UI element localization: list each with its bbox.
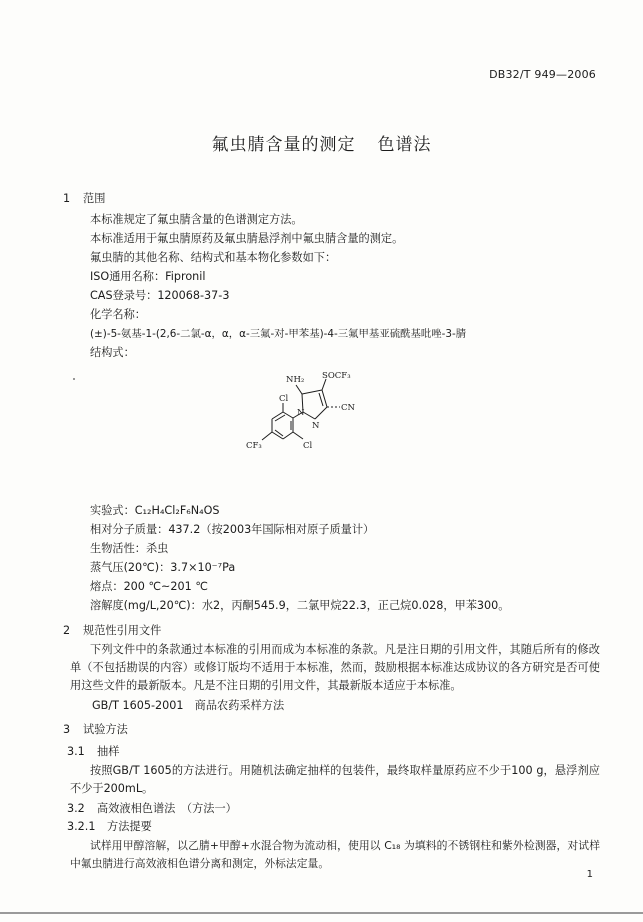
section3-2-1-heading: 3.2.1 方法提要 <box>67 820 152 833</box>
fipronil-structure-diagram <box>230 370 400 470</box>
section2-heading: 2 规范性引用文件 <box>63 624 162 637</box>
section3-1-paragraph: 按照GB/T 1605的方法进行。用随机法确定抽样的包装件，最终取样量原药应不少于100 g，悬浮剂应不少于200mL。 <box>70 764 600 795</box>
section3-1-heading: 3.1 抽样 <box>67 745 120 758</box>
section1-line: 本标准适用于氟虫腈原药及氟虫腈悬浮剂中氟虫腈含量的测定。 <box>90 232 404 245</box>
scan-speck <box>73 378 75 380</box>
section1-line: 化学名称： <box>90 308 146 321</box>
property-line: 蒸气压(20℃)：3.7×10⁻⁷Pa <box>90 561 236 574</box>
section1-line: ISO通用名称：Fipronil <box>90 270 206 283</box>
structure-label: N <box>297 408 305 418</box>
section1-line: 本标准规定了氟虫腈含量的色谱测定方法。 <box>90 213 303 226</box>
scan-bottom-edge <box>0 912 643 914</box>
section1-line: 结构式： <box>90 346 135 359</box>
structure-label: Cl <box>279 394 289 404</box>
property-line: 实验式：C₁₂H₄Cl₂F₆N₄OS <box>90 504 220 517</box>
structure-label: CF₃ <box>246 441 262 451</box>
title-main: 氟虫腈含量的测定 <box>211 135 356 155</box>
structure-label: Cl <box>303 441 313 451</box>
standard-code: DB32/T 949—2006 <box>489 68 596 81</box>
property-line: 熔点：200 ℃~201 ℃ <box>90 580 208 593</box>
property-line: 生物活性：杀虫 <box>90 542 169 555</box>
title-sub: 色谱法 <box>377 135 432 155</box>
section2-paragraph: 下列文件中的条款通过本标准的引用而成为本标准的条款。凡是注日期的引用文件，其随后所有的修改单（不包括勘误的内容）或修订版均不适用于本标准，然而，鼓励根据本标准达成协议的各方研究是否可使用这些文件的最新版本。凡是不注日期的引用文件，其最新版本适应于本标准。 <box>70 643 600 692</box>
section3-heading: 3 试验方法 <box>63 723 128 736</box>
property-line: 溶解度(mg/L,20℃)：水2，丙酮545.9，二氯甲烷22.3，正己烷0.028，甲苯300。 <box>90 599 510 612</box>
structural-formula <box>230 370 400 470</box>
section3-2-1-paragraph: 试样用甲醇溶解，以乙腈+甲醇+水混合物为流动相，使用以 C₁₈ 为填料的不锈钢柱和紫外检测器，对试样中氟虫腈进行高效液相色谱分离和测定，外标法定量。 <box>70 839 600 870</box>
normative-reference: GB/T 1605-2001 商品农药采样方法 <box>92 699 285 712</box>
structure-label: SOCF₃ <box>322 371 351 381</box>
page-title <box>0 130 643 155</box>
page-number: 1 <box>586 869 593 880</box>
section3-2-heading: 3.2 高效液相色谱法 （方法一） <box>67 802 237 815</box>
section1-line: CAS登录号：120068-37-3 <box>90 289 230 302</box>
structure-label: NH₂ <box>286 375 305 385</box>
chemical-name: (±)-5-氨基-1-(2,6-二氯-α，α，α-三氟-对-甲苯基)-4-三氟甲基亚硫酰基吡唑-3-腈 <box>90 328 467 340</box>
property-line: 相对分子质量：437.2（按2003年国际相对原子质量计） <box>90 523 375 536</box>
section1-line: 氟虫腈的其他名称、结构式和基本物化参数如下： <box>90 251 337 264</box>
structure-label: N <box>312 421 320 431</box>
structure-label: CN <box>341 403 355 413</box>
section1-heading: 1 范围 <box>63 192 106 205</box>
